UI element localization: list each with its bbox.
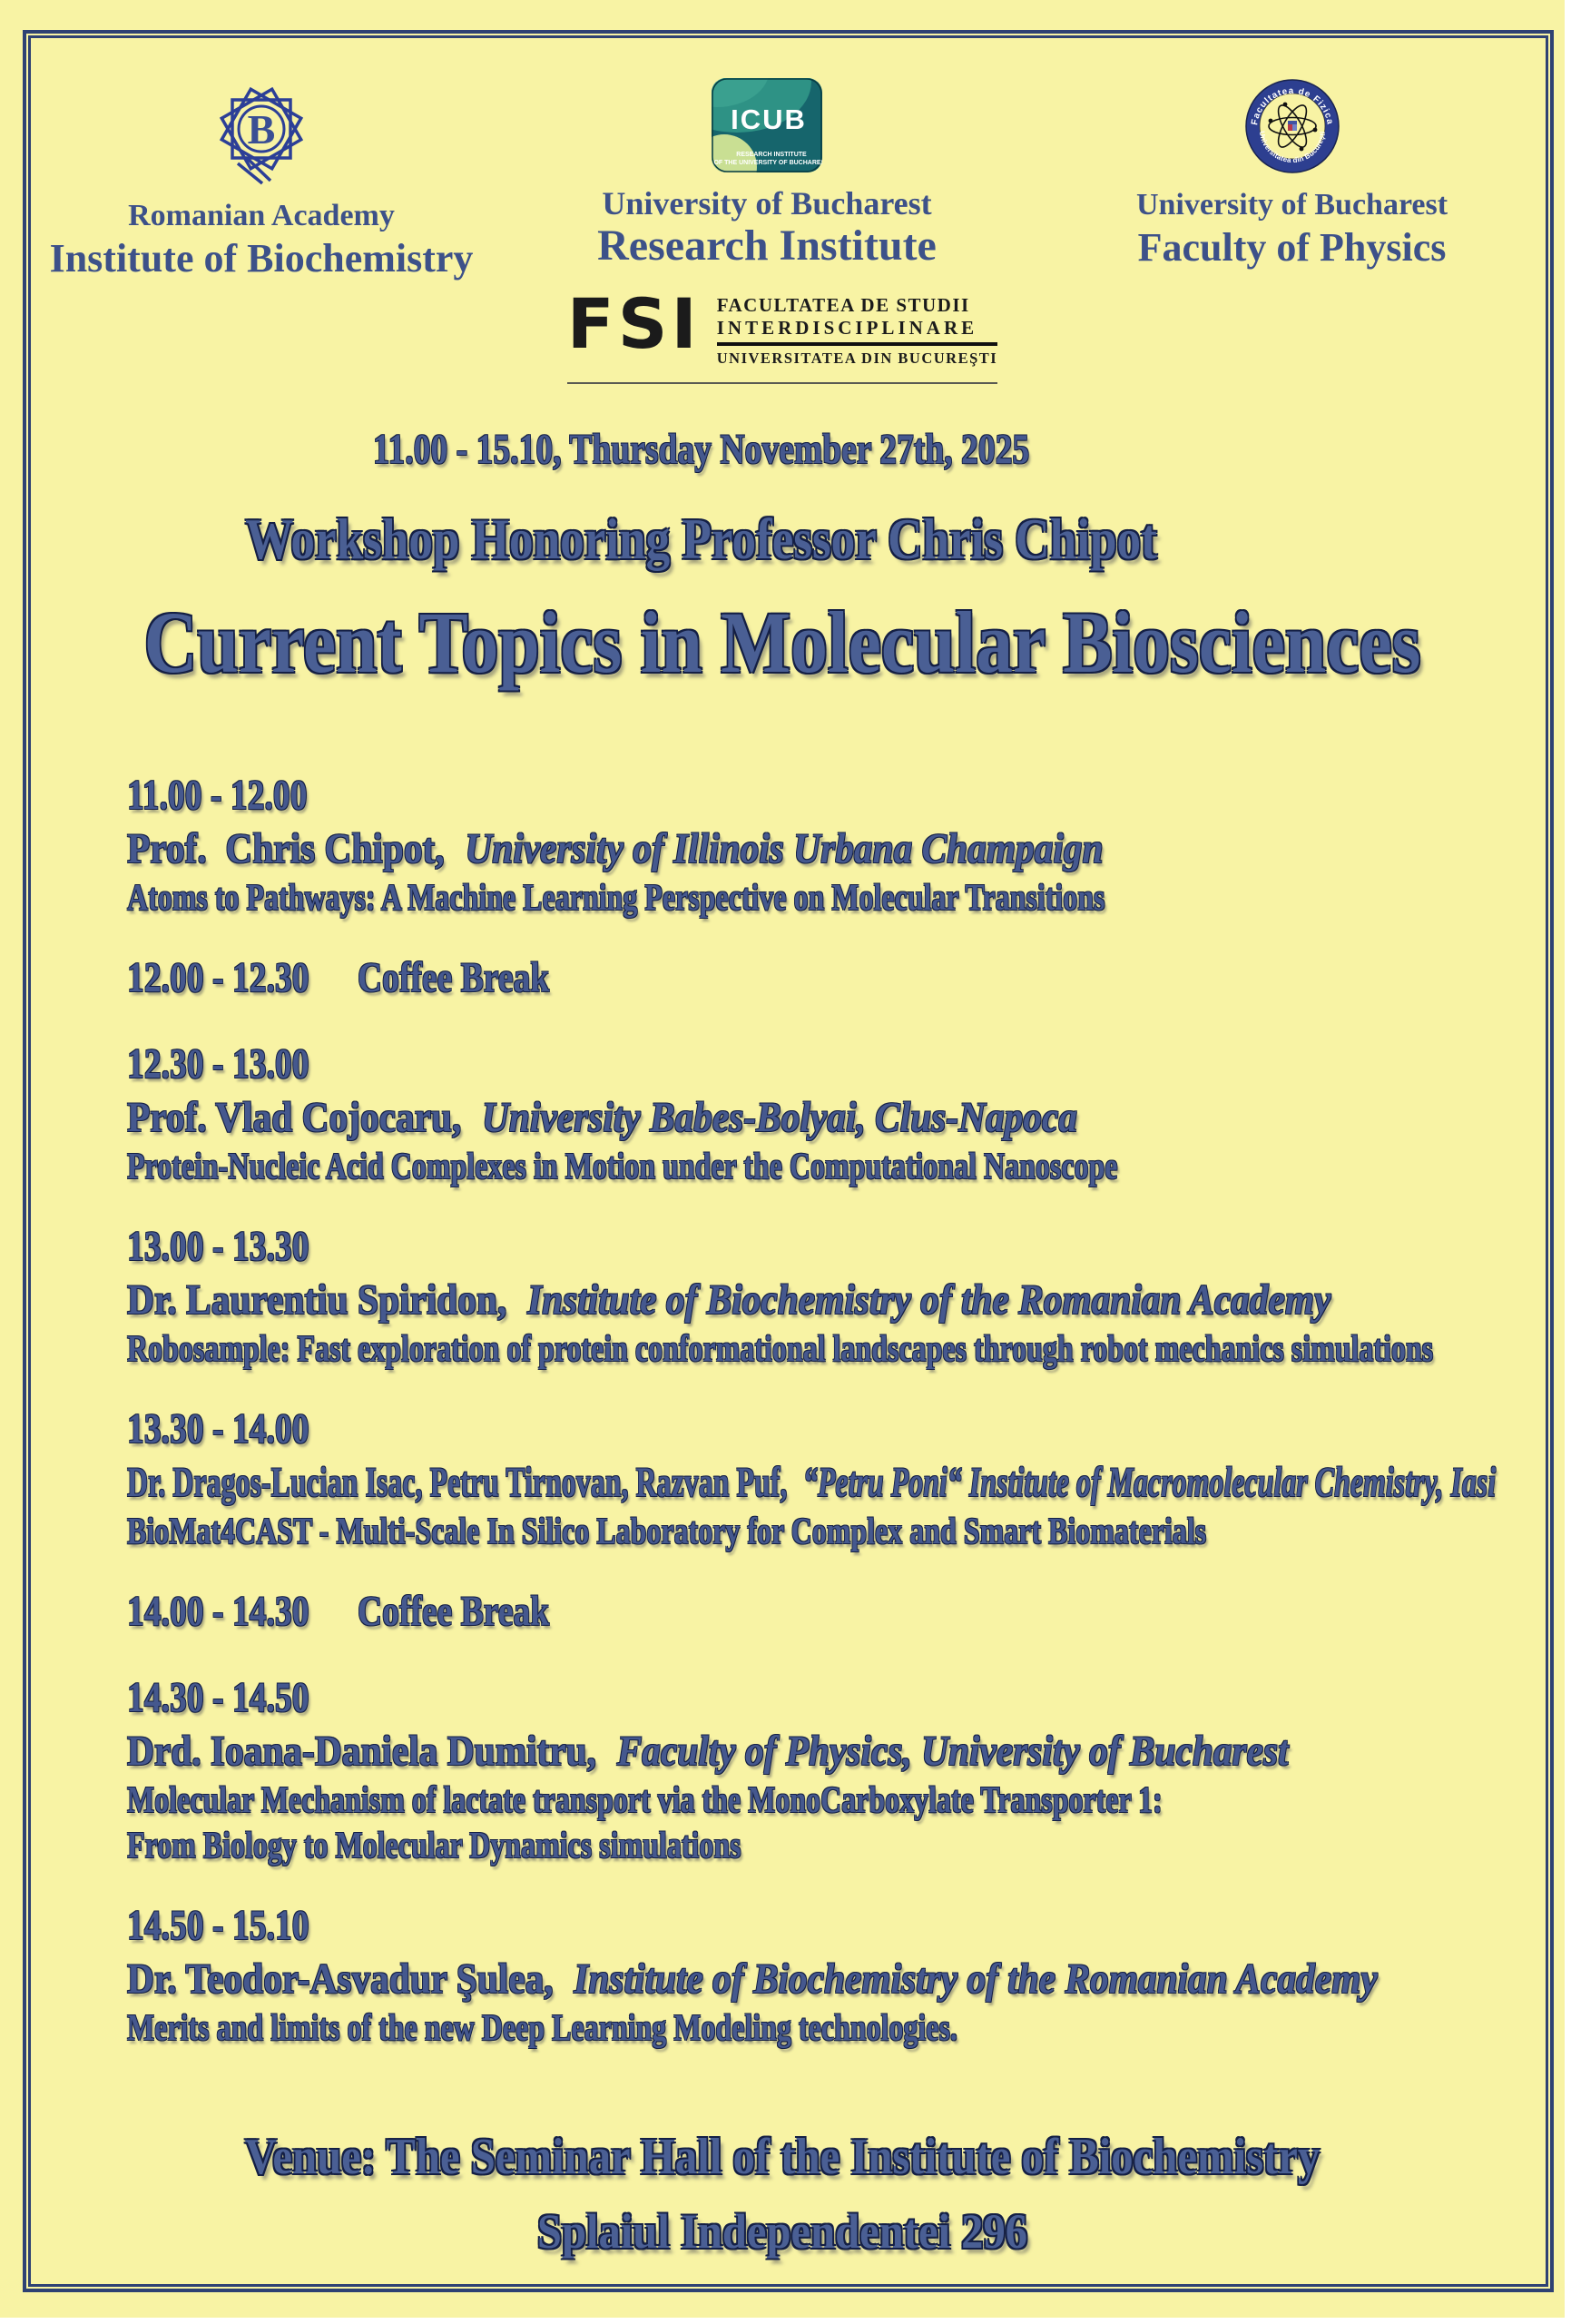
- header-physics: [1058, 78, 1526, 271]
- slot-time: 12.00 - 12.30: [127, 954, 309, 1001]
- slot-speaker-line: [127, 1954, 1376, 2004]
- slot-time-line: [127, 950, 1262, 1006]
- schedule-slot: [127, 1669, 1546, 1867]
- slot-speaker-line: [127, 1092, 1376, 1143]
- schedule-slot: [127, 1897, 1546, 2050]
- physics-org-label: University of Bucharest: [1135, 188, 1448, 222]
- speaker-affiliation: Institute of Biochemistry of the Romanian Academy: [574, 1955, 1378, 2003]
- speaker-name: Prof. Vlad Cojocaru,: [127, 1094, 462, 1141]
- header-fsi: [0, 283, 1565, 384]
- schedule-slot: [127, 1036, 1546, 1188]
- venue-line1: Venue: The Seminar Hall of the Institute of Biochemistry: [244, 2129, 1321, 2185]
- speaker-name: Dr. Dragos-Lucian Isac, Petru Tirnovan, Razvan Puf,: [127, 1459, 788, 1506]
- icub-logo-icon: [712, 78, 822, 172]
- slot-speaker-line: [127, 823, 1376, 874]
- talk-title: Merits and limits of the new Deep Learning Modeling technologies.: [127, 2006, 957, 2048]
- fsi-line3: UNIVERSITATEA DIN BUCUREŞTI: [716, 350, 998, 367]
- logo-letter-b: B: [247, 106, 276, 153]
- schedule-section: [127, 767, 1546, 2080]
- venue-line2: Splaiul Independentei 296: [536, 2204, 1028, 2259]
- icub-sub2: OF THE UNIVERSITY OF BUCHAREST: [713, 160, 822, 166]
- schedule-slot: [127, 1218, 1546, 1371]
- slot-time-line: [127, 1583, 1262, 1640]
- fsi-acronym: FSI: [566, 283, 701, 364]
- speaker-affiliation: Faculty of Physics, University of Bucharest: [616, 1728, 1289, 1775]
- physics-ring-top-text: Facultatea de Fizica: [1249, 85, 1335, 126]
- speaker-affiliation: University Babes-Bolyai, Clus-Napoca: [482, 1094, 1078, 1141]
- talk-title: Atoms to Pathways: A Machine Learning Perspective on Molecular Transitions: [127, 876, 1105, 918]
- romanian-academy-star-logo-icon: [211, 78, 312, 185]
- fsi-line2: INTERDISCIPLINARE: [716, 317, 978, 339]
- talk-title-line2: From Biology to Molecular Dynamics simulations: [127, 1824, 741, 1866]
- speaker-name: Dr. Teodor-Asvadur Şulea,: [127, 1955, 554, 2003]
- schedule-slot: [127, 767, 1546, 920]
- page-title: Current Topics in Molecular Biosciences: [143, 594, 1421, 691]
- talk-title: Molecular Mechanism of lactate transport via the MonoCarboxylate Transporter 1:: [127, 1778, 1163, 1820]
- break-label: Coffee Break: [357, 954, 550, 1001]
- slot-time: 14.00 - 14.30: [127, 1588, 309, 1635]
- schedule-slot-break: [127, 1583, 1546, 1640]
- icub-name-label: Research Institute: [597, 222, 937, 270]
- venue-block: [0, 2120, 1565, 2269]
- physics-ring-bottom-text: Universitatea din Bucureşti: [1257, 130, 1327, 165]
- speaker-affiliation: “Petru Poni“ Institute of Macromolecular Chemistry, Iasi: [802, 1459, 1497, 1506]
- event-date-line: 11.00 - 15.10, Thursday November 27th, 2025: [372, 426, 1030, 473]
- talk-title: Robosample: Fast exploration of protein conformational landscapes through robot mechanics simulations: [127, 1327, 1434, 1369]
- break-label: Coffee Break: [357, 1588, 550, 1635]
- icub-org-label: University of Bucharest: [602, 185, 932, 222]
- faculty-of-physics-badge-icon: [1244, 78, 1340, 174]
- cube-icon: [1288, 121, 1297, 131]
- speaker-affiliation: Institute of Biochemistry of the Romanian Academy: [526, 1276, 1331, 1324]
- slot-speaker-line: [127, 1275, 1376, 1325]
- fsi-logo: [566, 283, 998, 384]
- speaker-name: Dr. Laurentiu Spiridon,: [127, 1276, 507, 1324]
- icub-sub1: RESEARCH INSTITUTE: [736, 152, 807, 158]
- icub-acronym: ICUB: [731, 103, 807, 135]
- speaker-name: Drd. Ioana-Daniela Dumitru,: [127, 1728, 597, 1775]
- schedule-slot-break: [127, 950, 1546, 1006]
- biochem-name-label: Institute of Biochemistry: [49, 236, 474, 281]
- speaker-name: Prof. Chris Chipot,: [127, 825, 445, 872]
- talk-title: BioMat4CAST - Multi-Scale In Silico Laboratory for Complex and Smart Biomaterials: [127, 1510, 1207, 1551]
- workshop-subtitle: Workshop Honoring Professor Chris Chipot: [245, 507, 1157, 571]
- talk-title: Protein-Nucleic Acid Complexes in Motion under the Computational Nanoscope: [127, 1145, 1118, 1187]
- slot-time: 13.00 - 13.30: [127, 1223, 309, 1270]
- fsi-divider: [717, 342, 997, 346]
- slot-time: 11.00 - 12.00: [127, 772, 308, 819]
- speaker-affiliation: University of Illinois Urbana Champaign: [465, 825, 1104, 872]
- physics-name-label: Faculty of Physics: [1137, 225, 1447, 270]
- slot-time: 13.30 - 14.00: [127, 1405, 309, 1452]
- header-icub: [545, 78, 989, 270]
- header-biochemistry: [25, 78, 497, 282]
- slot-speaker-line: [127, 1726, 1376, 1777]
- biochem-org-label: Romanian Academy: [128, 199, 395, 232]
- slot-time: 12.30 - 13.00: [127, 1040, 309, 1088]
- slot-time: 14.50 - 15.10: [127, 1902, 309, 1949]
- fsi-line1: FACULTATEA DE STUDII: [716, 294, 970, 316]
- slot-speaker-line: [127, 1457, 1497, 1508]
- slot-time: 14.30 - 14.50: [127, 1674, 309, 1721]
- schedule-slot: [127, 1401, 1546, 1553]
